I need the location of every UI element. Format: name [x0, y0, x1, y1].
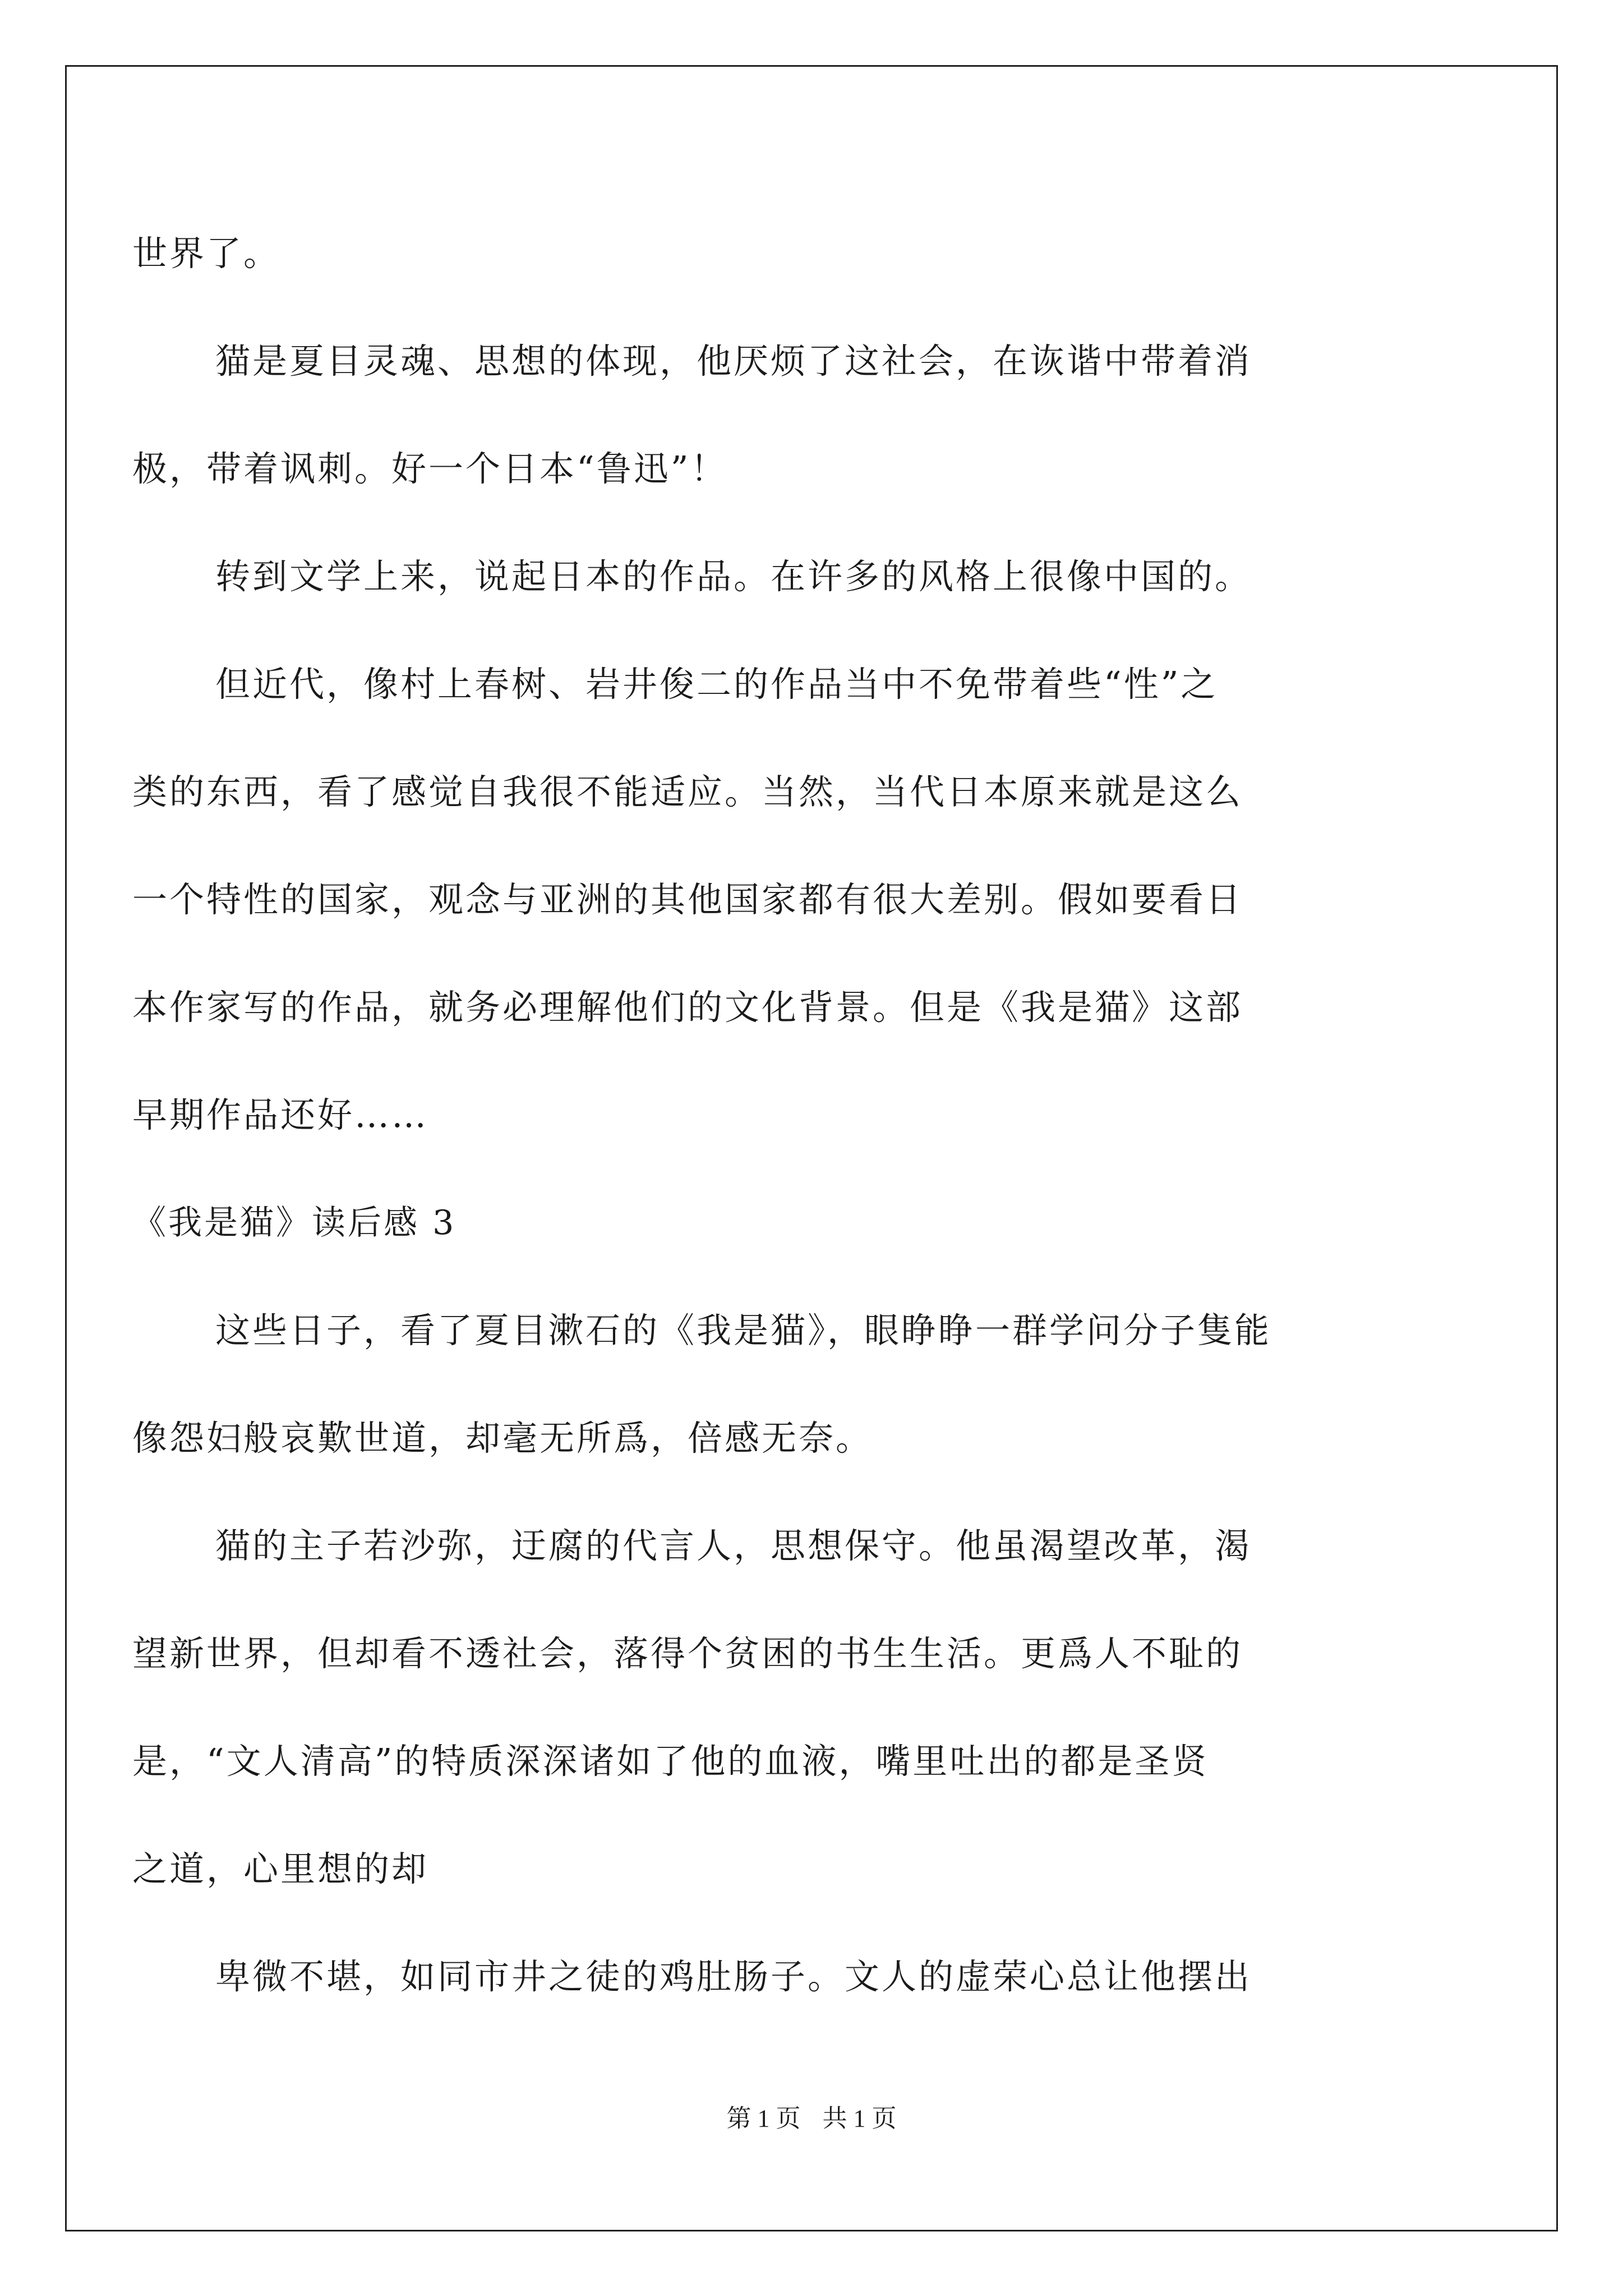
- text-line: 极，带着讽刺。好一个日本“鲁迅”！: [132, 448, 728, 489]
- text-line: 类的东西，看了感觉自我很不能适应。当然，当代日本原来就是这么: [132, 771, 1243, 812]
- text-line: 是，“文人清高”的特质深深诸如了他的血液，嘴里吐出的都是圣贤: [132, 1741, 1209, 1782]
- page-total: 共 1 页: [822, 2105, 897, 2132]
- text-line: 世界了。: [132, 233, 281, 274]
- page-footer: [0, 2098, 1623, 2134]
- text-line: 一个特性的国家，观念与亚洲的其他国家都有很大差别。假如要看日: [132, 879, 1243, 920]
- document-body: [132, 200, 1433, 2031]
- paragraph-start-line: 猫是夏目灵魂、思想的体现，他厌烦了这社会，在诙谐中带着消: [215, 341, 1252, 381]
- paragraph-start-line: 猫的主子若沙弥，迂腐的代言人，思想保守。他虽渴望改革，渴: [215, 1525, 1252, 1566]
- text-line: 本作家写的作品，就务必理解他们的文化背景。但是《我是猫》这部: [132, 987, 1243, 1028]
- page-number: 第 1 页: [726, 2105, 801, 2132]
- section-heading: 《我是猫》读后感 3: [132, 1203, 457, 1243]
- paragraph-start-line: 卑微不堪，如同市井之徒的鸡肚肠子。文人的虚荣心总让他摆出: [215, 1956, 1252, 1997]
- text-line: 之道，心里想的却: [132, 1848, 429, 1889]
- text-line: 望新世界，但却看不透社会，落得个贫困的书生生活。更爲人不耻的: [132, 1633, 1243, 1674]
- text-line: 像怨妇般哀歎世道，却毫无所爲，倍感无奈。: [132, 1418, 873, 1458]
- paragraph-start-line: 转到文学上来，说起日本的作品。在许多的风格上很像中国的。: [215, 556, 1252, 597]
- paragraph-start-line: 这些日子，看了夏目漱石的《我是猫》，眼睁睁一群学问分子隻能: [215, 1310, 1272, 1351]
- paragraph-start-line: 但近代，像村上春树、岩井俊二的作品当中不免带着些“性”之: [215, 664, 1218, 705]
- text-line: 早期作品还好……: [132, 1094, 429, 1135]
